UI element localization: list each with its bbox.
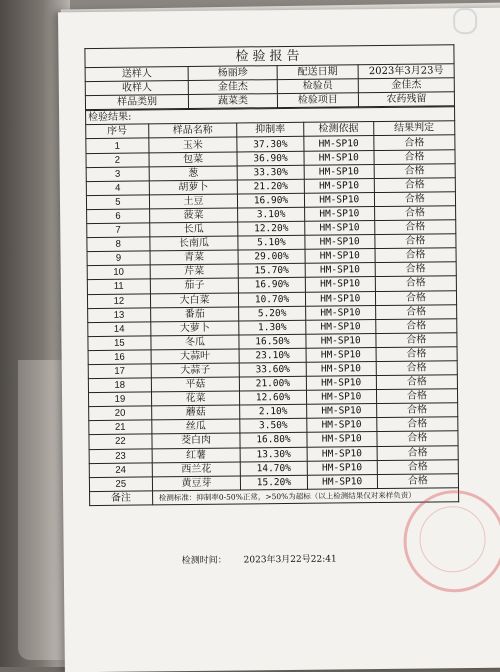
row-method: HM-SP10: [306, 418, 376, 433]
report-sheet: [58, 8, 500, 672]
col-header-sample: 样品名称: [148, 123, 237, 138]
row-index: 21: [89, 420, 152, 435]
row-sample: 冬瓜: [151, 335, 240, 350]
row-method: HM-SP10: [307, 460, 377, 475]
row-index: 25: [89, 477, 152, 492]
row-index: 2: [86, 152, 149, 167]
row-result: 合格: [374, 163, 455, 178]
row-sample: 大白菜: [150, 292, 239, 307]
row-index: 6: [87, 209, 150, 224]
row-index: 8: [87, 237, 150, 252]
row-method: HM-SP10: [304, 136, 374, 151]
row-result: 合格: [375, 276, 456, 291]
row-sample: 丝瓜: [152, 419, 241, 434]
row-method: HM-SP10: [304, 192, 374, 207]
row-sample: 蘑菇: [151, 405, 240, 420]
category-label: 样品类别: [85, 95, 188, 110]
row-index: 10: [87, 265, 150, 280]
row-result: 合格: [376, 332, 457, 347]
row-result: 合格: [377, 459, 458, 474]
row-method: HM-SP10: [307, 432, 377, 447]
row-sample: 长南瓜: [150, 236, 239, 251]
note-label: 备注: [90, 491, 153, 506]
row-method: HM-SP10: [304, 207, 374, 222]
sender-value: 杨丽珍: [188, 66, 277, 81]
row-method: HM-SP10: [305, 291, 375, 306]
row-method: HM-SP10: [305, 235, 375, 250]
results-table: [85, 106, 459, 505]
row-sample: 黄豆芽: [152, 476, 241, 491]
row-sample: 花菜: [151, 391, 240, 406]
row-inhibition: 1.30%: [239, 320, 306, 335]
row-index: 11: [87, 279, 150, 294]
results-label: 检验结果:: [86, 107, 455, 125]
row-sample: 葱: [149, 166, 238, 181]
row-sample: 茭白肉: [152, 433, 241, 448]
row-result: 合格: [376, 318, 457, 333]
row-inhibition: 5.20%: [239, 306, 306, 321]
row-inhibition: 16.80%: [240, 433, 307, 448]
row-inhibition: 10.70%: [239, 292, 306, 307]
row-method: HM-SP10: [305, 277, 375, 292]
row-result: 合格: [374, 177, 455, 192]
test-time: [182, 551, 351, 566]
row-sample: 玉米: [149, 137, 238, 152]
row-sample: 包菜: [149, 152, 238, 167]
header-table: [84, 44, 455, 110]
row-method: HM-SP10: [306, 362, 376, 377]
row-result: 合格: [374, 149, 455, 164]
item-label: 检验项目: [277, 93, 358, 108]
row-inhibition: 23.10%: [239, 348, 306, 363]
row-result: 合格: [375, 234, 456, 249]
row-inhibition: 36.90%: [237, 151, 304, 166]
row-index: 1: [86, 138, 149, 153]
row-inhibition: 13.30%: [240, 447, 307, 462]
test-time-label: 检测时间：: [181, 555, 227, 567]
row-sample: 长瓜: [149, 222, 238, 237]
row-result: 合格: [377, 417, 458, 432]
row-index: 24: [89, 463, 152, 478]
row-inhibition: 12.20%: [238, 221, 305, 236]
row-sample: 菠菜: [149, 208, 238, 223]
report-title: 检验报告: [85, 45, 454, 68]
row-result: 合格: [375, 248, 456, 263]
row-result: 合格: [374, 220, 455, 235]
row-index: 16: [88, 350, 151, 365]
row-result: 合格: [377, 445, 458, 460]
row-sample: 青菜: [150, 250, 239, 265]
row-result: 合格: [376, 403, 457, 418]
row-sample: 茄子: [150, 278, 239, 293]
row-result: 合格: [374, 206, 455, 221]
row-sample: 芹菜: [150, 264, 239, 279]
row-index: 22: [89, 434, 152, 449]
row-method: HM-SP10: [306, 347, 376, 362]
row-result: 合格: [374, 192, 455, 207]
row-inhibition: 33.60%: [239, 362, 306, 377]
row-result: 合格: [375, 262, 456, 277]
item-value: 农药残留: [358, 92, 454, 107]
row-result: 合格: [377, 473, 458, 488]
row-index: 17: [88, 364, 151, 379]
row-result: 合格: [376, 389, 457, 404]
row-index: 7: [87, 223, 150, 238]
row-result: 合格: [377, 431, 458, 446]
row-inhibition: 3.50%: [240, 419, 307, 434]
row-method: HM-SP10: [304, 164, 374, 179]
row-index: 19: [88, 392, 151, 407]
row-result: 合格: [374, 135, 455, 150]
row-method: HM-SP10: [307, 446, 377, 461]
row-inhibition: 3.10%: [238, 207, 305, 222]
paper-clip: [453, 8, 477, 34]
row-inhibition: 16.90%: [239, 278, 306, 293]
row-index: 3: [86, 167, 149, 182]
row-method: HM-SP10: [304, 150, 374, 165]
row-method: HM-SP10: [305, 305, 375, 320]
row-sample: 土豆: [149, 194, 238, 209]
inspector-label: 检验员: [277, 79, 358, 94]
row-result: 合格: [376, 347, 457, 362]
col-header-result: 结果判定: [373, 121, 454, 136]
row-sample: 番茄: [150, 307, 239, 322]
note-text: 检测标准：抑制率0-50%正常，>50%为超标（以上检测结果仅对来样负责）: [152, 488, 458, 505]
row-inhibition: 12.60%: [240, 390, 307, 405]
row-method: HM-SP10: [306, 390, 376, 405]
row-index: 23: [89, 448, 152, 463]
receiver-value: 金佳杰: [189, 80, 278, 95]
row-index: 5: [86, 195, 149, 210]
row-method: HM-SP10: [306, 376, 376, 391]
row-method: HM-SP10: [306, 404, 376, 419]
row-index: 15: [88, 336, 151, 351]
row-method: HM-SP10: [304, 178, 374, 193]
col-header-method: 检测依据: [303, 122, 373, 137]
row-result: 合格: [376, 375, 457, 390]
report-body: [84, 44, 459, 506]
red-seal-inner: [419, 506, 486, 573]
row-method: HM-SP10: [307, 474, 377, 489]
col-header-index: 序号: [86, 124, 149, 139]
row-result: 合格: [375, 304, 456, 319]
row-index: 4: [86, 181, 149, 196]
row-index: 13: [88, 308, 151, 323]
row-index: 18: [88, 378, 151, 393]
row-sample: 胡萝卜: [149, 180, 238, 195]
row-method: HM-SP10: [305, 249, 375, 264]
row-inhibition: 16.90%: [238, 193, 305, 208]
row-inhibition: 15.70%: [238, 264, 305, 279]
row-inhibition: 29.00%: [238, 250, 305, 265]
row-inhibition: 21.20%: [238, 179, 305, 194]
results-rows: [86, 135, 459, 491]
row-inhibition: 21.00%: [240, 376, 307, 391]
row-inhibition: 2.10%: [240, 405, 307, 420]
row-inhibition: 5.10%: [238, 235, 305, 250]
row-index: 12: [87, 293, 150, 308]
row-method: HM-SP10: [305, 263, 375, 278]
row-inhibition: 37.30%: [237, 137, 304, 152]
row-method: HM-SP10: [306, 333, 376, 348]
date-label: 配送日期: [277, 65, 358, 80]
row-inhibition: 33.30%: [237, 165, 304, 180]
inspector-value: 金佳杰: [358, 78, 454, 93]
row-inhibition: 14.70%: [240, 461, 307, 476]
receiver-label: 收样人: [85, 81, 188, 96]
test-time-value: 2023年3月22号22:41: [243, 554, 337, 566]
col-header-inhibition: 抑制率: [237, 123, 304, 138]
row-method: HM-SP10: [305, 319, 375, 334]
row-index: 9: [87, 251, 150, 266]
row-method: HM-SP10: [304, 221, 374, 236]
date-value: 2023年3月23号: [358, 64, 454, 79]
category-value: 蔬菜类: [189, 94, 278, 109]
row-index: 20: [89, 406, 152, 421]
row-result: 合格: [375, 290, 456, 305]
sender-label: 送样人: [85, 67, 188, 82]
row-sample: 西兰花: [152, 462, 241, 477]
row-sample: 大萝卜: [150, 321, 239, 336]
row-inhibition: 15.20%: [241, 475, 308, 490]
row-sample: 平菇: [151, 377, 240, 392]
row-inhibition: 16.50%: [239, 334, 306, 349]
row-index: 14: [88, 322, 151, 337]
row-sample: 大蒜子: [151, 363, 240, 378]
row-sample: 大蒜叶: [151, 349, 240, 364]
row-result: 合格: [376, 361, 457, 376]
row-sample: 红薯: [152, 448, 241, 463]
